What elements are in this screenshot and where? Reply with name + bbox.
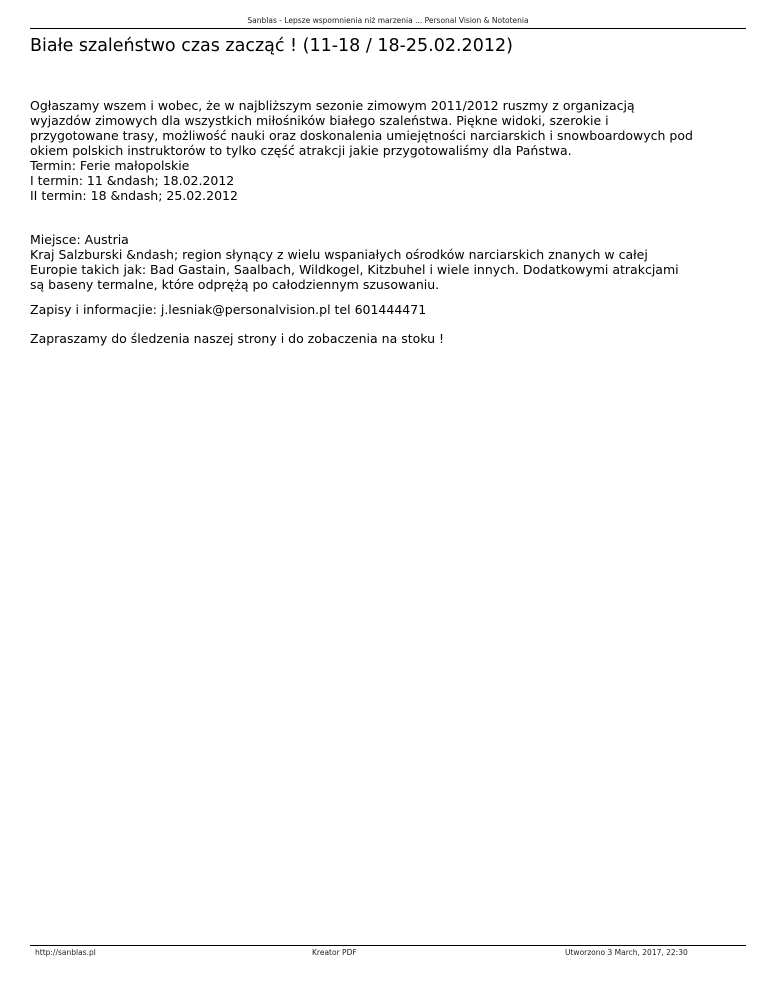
text-line: wyjazdów zimowych dla wszystkich miłośników białego szaleństwa. Piękne widoki, szerokie i	[30, 113, 609, 128]
closing-paragraph	[30, 331, 740, 346]
term-second: II termin: 18 &ndash; 25.02.2012	[30, 188, 238, 203]
term-label: Termin: Ferie małopolskie	[30, 158, 190, 173]
text-line: Kraj Salzburski &ndash; region słynący z wielu wspaniałych ośrodków narciarskich znanych w całej	[30, 247, 648, 262]
closing-line: Zapraszamy do śledzenia naszej strony i do zobaczenia na stoku !	[30, 331, 445, 346]
footer-url: http://sanblas.pl	[35, 948, 96, 957]
header-text: Sanblas - Lepsze wspomnienia niż marzenia ... Personal Vision & Nototenia	[247, 16, 529, 25]
page-header	[30, 14, 746, 29]
footer-divider	[30, 945, 746, 946]
footer-generator: Kreator PDF	[312, 948, 357, 957]
location-label: Miejsce: Austria	[30, 232, 129, 247]
contact-paragraph	[30, 302, 740, 317]
location-paragraph	[30, 232, 740, 292]
footer-created: Utworzono 3 March, 2017, 22:30	[565, 948, 688, 957]
contact-line: Zapisy i informacjie: j.lesniak@personalvision.pl tel 601444471	[30, 302, 427, 317]
text-line: są baseny termalne, które odprężą po całodziennym szusowaniu.	[30, 277, 440, 292]
text-line: Ogłaszamy wszem i wobec, że w najbliższym sezonie zimowym 2011/2012 ruszmy z organizacją	[30, 98, 635, 113]
text-line: przygotowane trasy, możliwość nauki oraz doskonalenia umiejętności narciarskich i snowboardowych pod	[30, 128, 693, 143]
text-line: okiem polskich instruktorów to tylko część atrakcji jakie przygotowaliśmy dla Państwa.	[30, 143, 572, 158]
page-title: Białe szaleństwo czas zacząć ! (11-18 / 18-25.02.2012)	[30, 36, 513, 56]
term-first: I termin: 11 &ndash; 18.02.2012	[30, 173, 235, 188]
text-line: Europie takich jak: Bad Gastain, Saalbach, Wildkogel, Kitzbuhel i wiele innych. Dodatkowymi atrakcjami	[30, 262, 679, 277]
intro-paragraph	[30, 98, 740, 203]
